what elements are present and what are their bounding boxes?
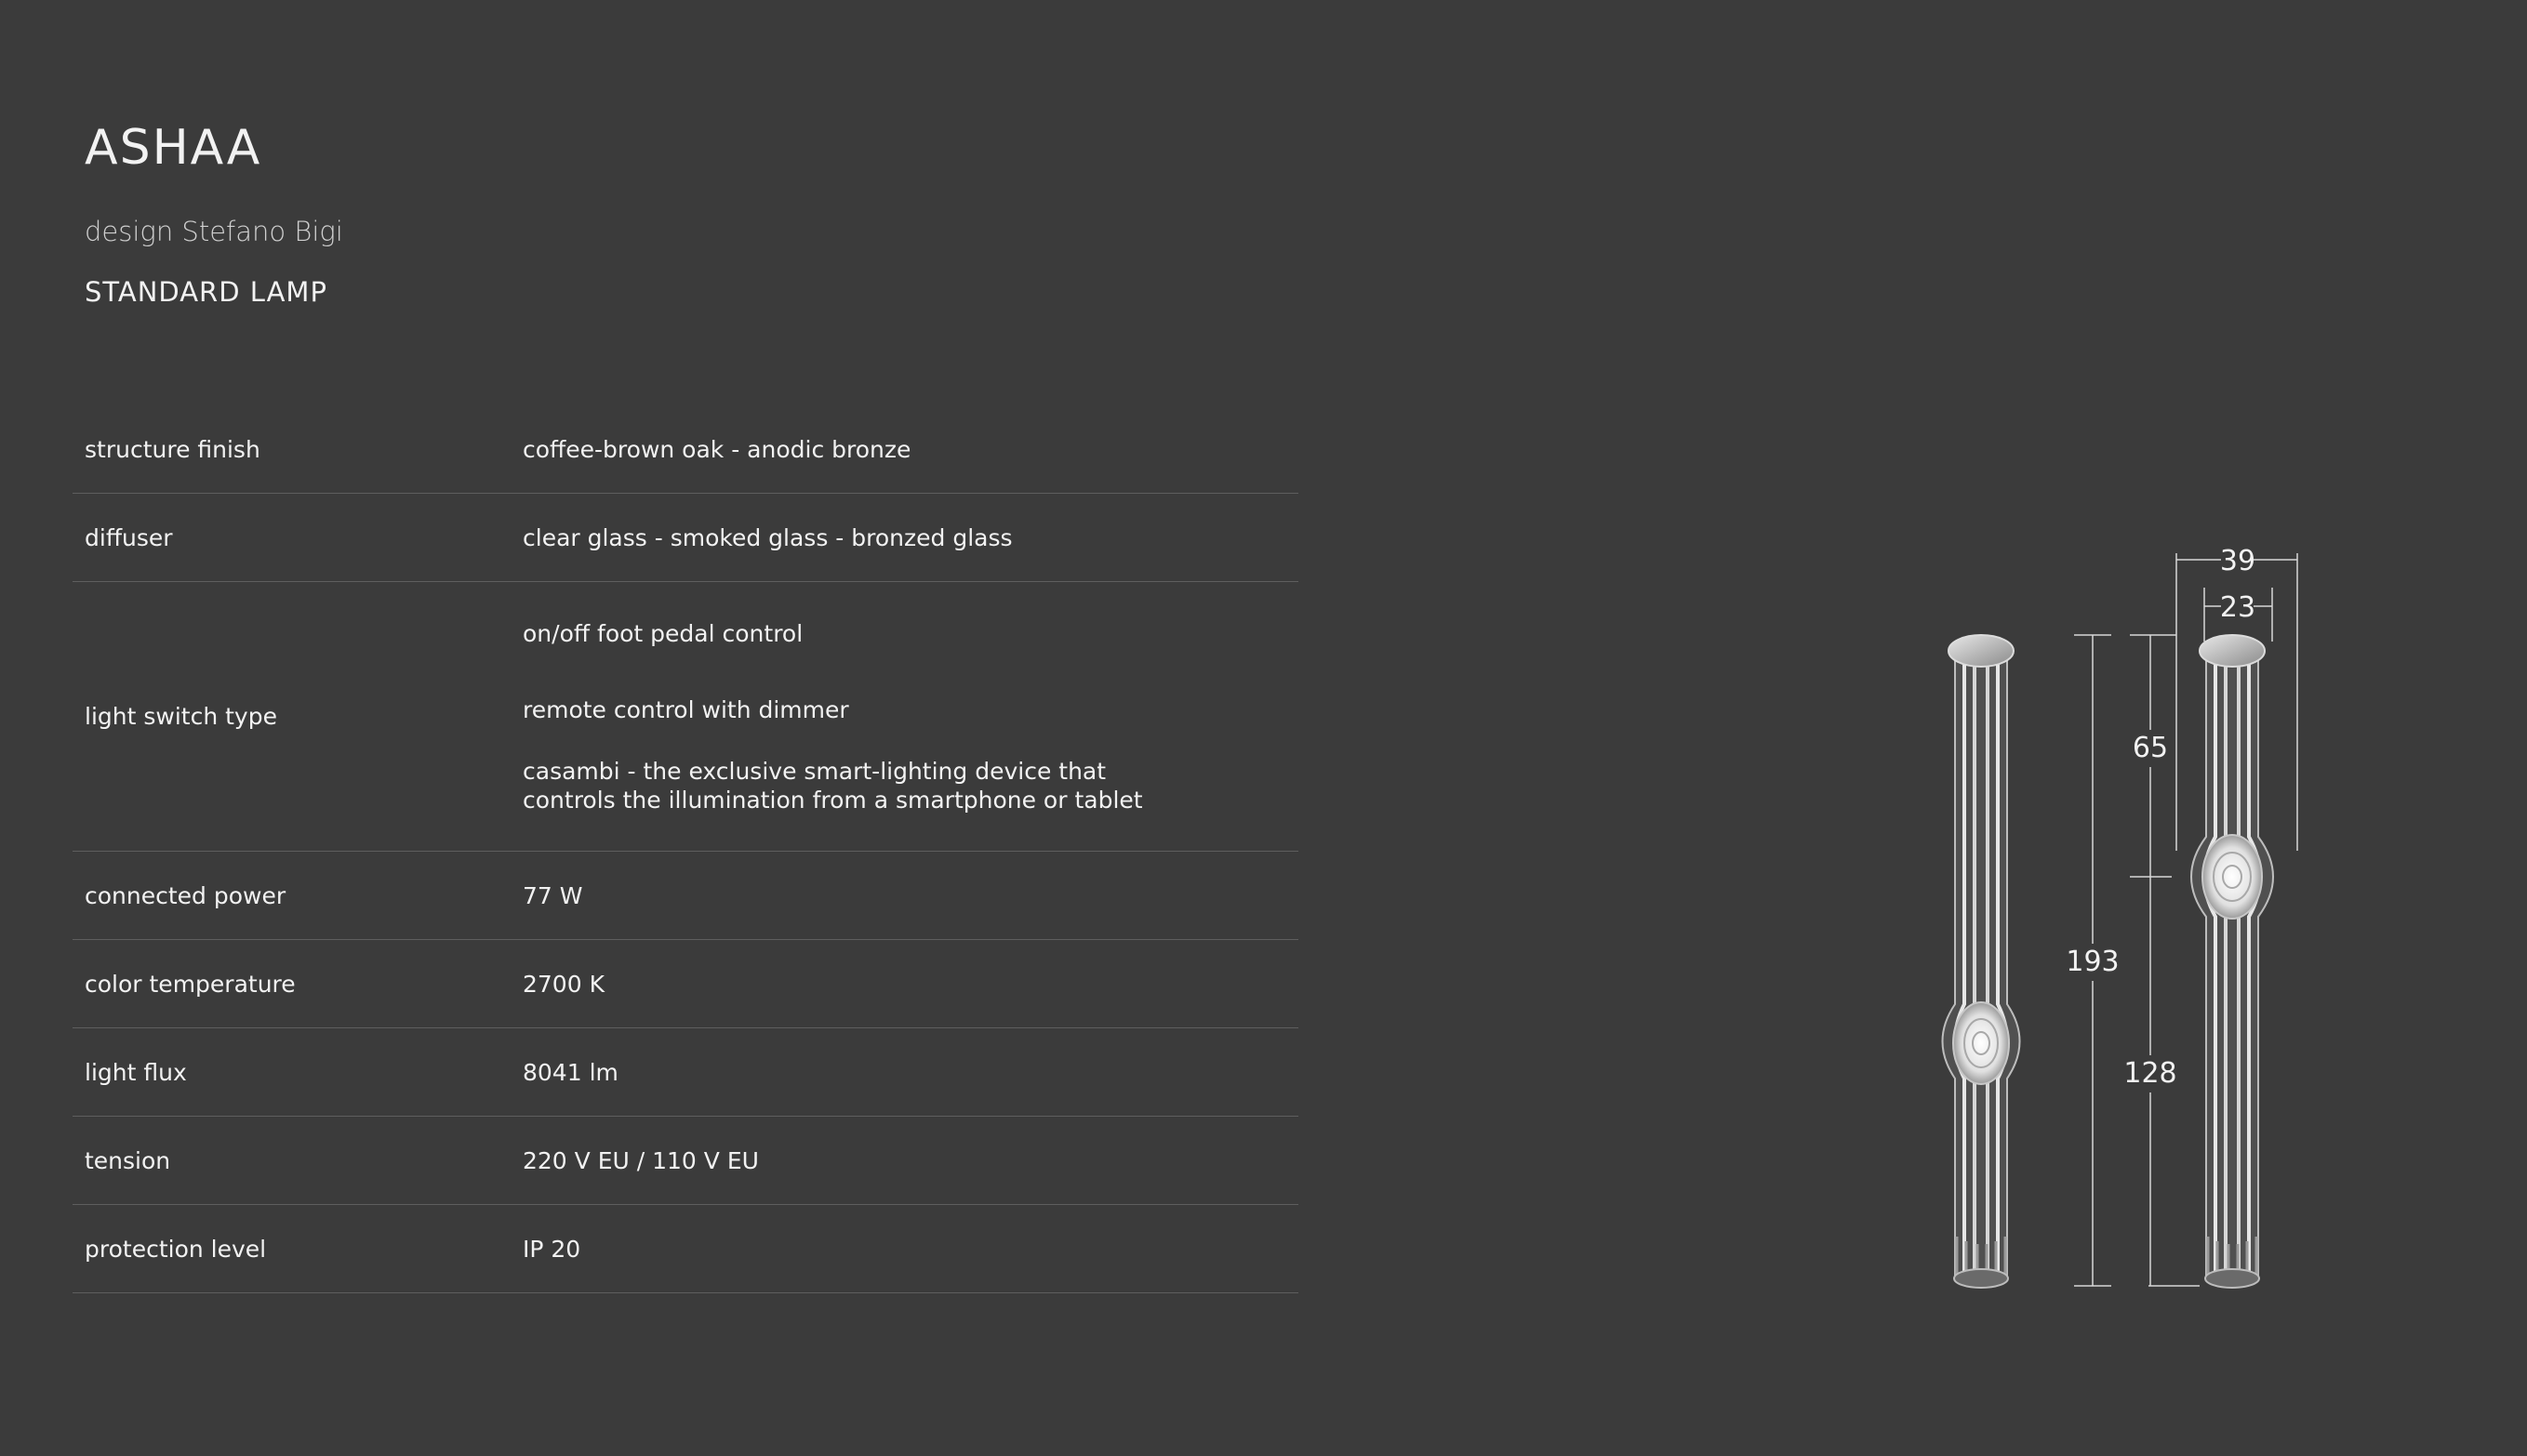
spec-row-tension (73, 1117, 1298, 1205)
switch-option: casambi - the exclusive smart-lighting device that controls the illumination from a smartphone or tablet (523, 757, 1143, 814)
dimension-outer-width: 39 (2219, 545, 2256, 577)
spec-label: diffuser (85, 523, 173, 551)
dimension-lower-height: 128 (2123, 1057, 2177, 1090)
spec-label: connected power (85, 881, 286, 909)
spec-label: protection level (85, 1235, 267, 1263)
product-header (85, 120, 343, 308)
product-name: ASHAA (85, 120, 262, 176)
lamp-left-view (1943, 635, 2020, 1288)
spec-row-structure-finish (73, 405, 1298, 494)
spec-value: 2700 K (523, 970, 605, 998)
spec-row-connected-power (73, 852, 1298, 940)
dimension-upper-height: 65 (2132, 732, 2169, 764)
spec-row-light-switch-type (73, 582, 1298, 852)
dimension-total-height: 193 (2066, 946, 2120, 978)
spec-label: color temperature (85, 970, 296, 998)
spec-label: light flux (85, 1058, 187, 1086)
spec-row-light-flux (73, 1028, 1298, 1117)
spec-row-protection-level (73, 1205, 1298, 1293)
spec-label: structure finish (85, 435, 260, 463)
spec-row-color-temperature (73, 940, 1298, 1028)
spec-label: tension (85, 1146, 171, 1174)
spec-table (73, 405, 1298, 1293)
lamp-technical-drawing (1897, 521, 2400, 1302)
switch-option: on/off foot pedal control (523, 619, 804, 647)
lamp-front-view (2191, 635, 2273, 1288)
spec-value: coffee-brown oak - anodic bronze (523, 435, 911, 463)
spec-value: clear glass - smoked glass - bronzed glass (523, 523, 1013, 551)
spec-value: 77 W (523, 881, 583, 909)
spec-value: 220 V EU / 110 V EU (523, 1146, 759, 1174)
product-category: STANDARD LAMP (85, 276, 327, 308)
spec-value: IP 20 (523, 1235, 581, 1263)
spec-row-diffuser (73, 494, 1298, 582)
switch-option: remote control with dimmer (523, 695, 849, 723)
spec-label: light switch type (85, 703, 277, 730)
designer-credit: design Stefano Bigi (85, 216, 343, 247)
dimension-lines (2074, 553, 2297, 1286)
spec-value-list (523, 619, 1298, 814)
spec-value: 8041 lm (523, 1058, 618, 1086)
dimension-inner-width: 23 (2219, 591, 2256, 624)
